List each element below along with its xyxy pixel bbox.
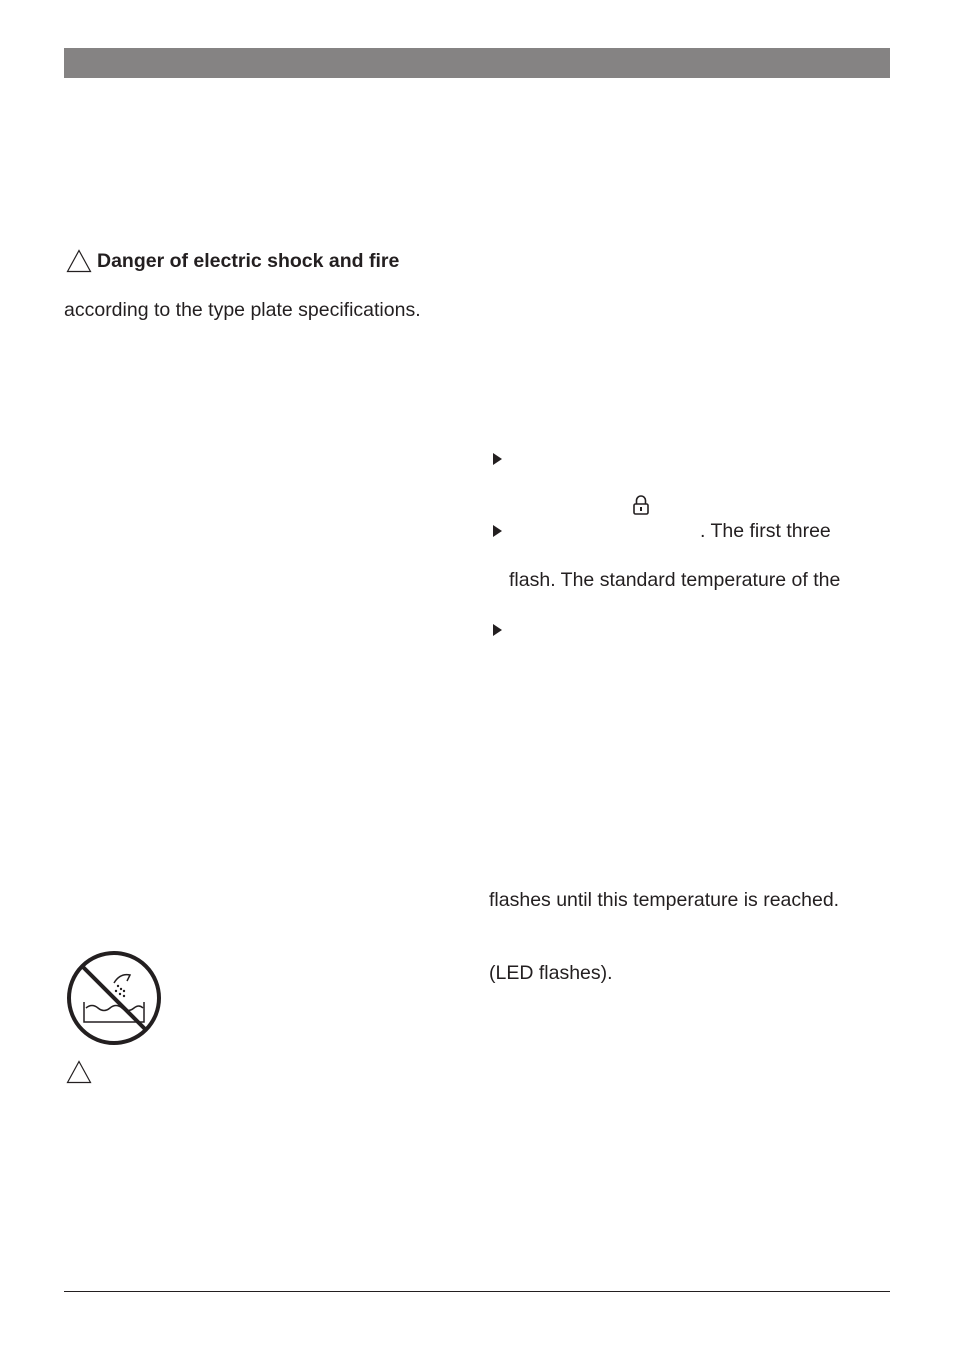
lock-icon [632, 494, 650, 521]
warning-triangle-icon [66, 249, 92, 278]
no-bathing-icon [66, 950, 162, 1051]
footer-rule [64, 1291, 890, 1292]
warning-triangle-icon [66, 1060, 92, 1089]
line-led-flashes: (LED flashes). [489, 962, 613, 984]
line-flash-standard: flash. The standard temperature of the [509, 569, 841, 591]
warning-heading: Danger of electric shock and fire [97, 250, 400, 272]
supply-text: according to the type plate specifications. [64, 299, 421, 321]
header-bar [64, 48, 890, 78]
arrow-bullet-icon [493, 453, 502, 465]
line-flashes-until: flashes until this temperature is reached. [489, 889, 840, 911]
arrow-bullet-icon [493, 624, 502, 636]
line-first-three: . The first three [700, 520, 831, 542]
arrow-bullet-icon [493, 525, 502, 537]
